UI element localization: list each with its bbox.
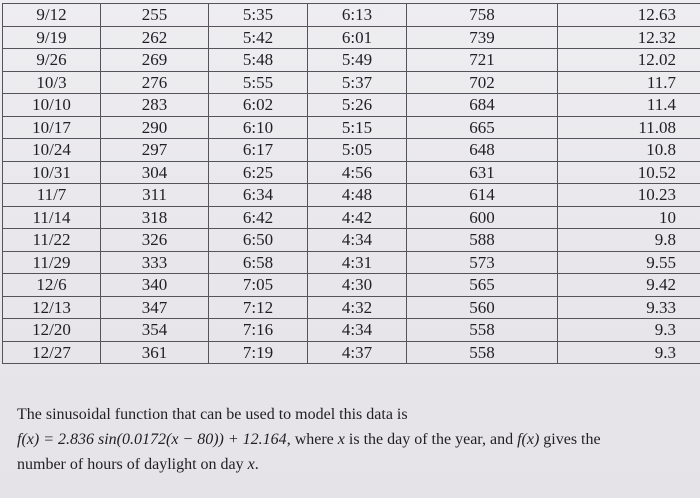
cell-day-number: 340 bbox=[101, 274, 209, 297]
cell-day-number: 354 bbox=[101, 319, 209, 342]
table-row bbox=[3, 94, 700, 117]
cell-sunset: 5:26 bbox=[308, 94, 407, 117]
cell-date: 12/27 bbox=[3, 341, 101, 364]
cell-day-number: 290 bbox=[101, 116, 209, 139]
cell-day-number: 304 bbox=[101, 161, 209, 184]
cell-daylight-hours: 9.3 bbox=[558, 319, 700, 342]
cell-date: 11/22 bbox=[3, 229, 101, 252]
cell-sunset: 5:15 bbox=[308, 116, 407, 139]
cell-daylight-minutes: 614 bbox=[407, 184, 558, 207]
cell-daylight-minutes: 758 bbox=[407, 4, 558, 27]
caption-text-gives: gives the bbox=[539, 431, 601, 448]
cell-sunrise: 6:58 bbox=[209, 251, 308, 274]
cell-day-number: 311 bbox=[101, 184, 209, 207]
cell-sunset: 4:32 bbox=[308, 296, 407, 319]
cell-sunset: 4:56 bbox=[308, 161, 407, 184]
cell-date: 9/26 bbox=[3, 49, 101, 72]
cell-daylight-minutes: 631 bbox=[407, 161, 558, 184]
cell-sunrise: 6:17 bbox=[209, 139, 308, 162]
cell-sunrise: 7:05 bbox=[209, 274, 308, 297]
model-caption bbox=[17, 402, 687, 477]
cell-date: 10/10 bbox=[3, 94, 101, 117]
cell-sunset: 5:49 bbox=[308, 49, 407, 72]
cell-daylight-hours: 9.3 bbox=[558, 341, 700, 364]
cell-daylight-hours: 9.42 bbox=[558, 274, 700, 297]
cell-daylight-minutes: 648 bbox=[407, 139, 558, 162]
cell-daylight-minutes: 560 bbox=[407, 296, 558, 319]
cell-sunset: 6:13 bbox=[308, 4, 407, 27]
table-row bbox=[3, 116, 700, 139]
cell-daylight-minutes: 721 bbox=[407, 49, 558, 72]
cell-daylight-hours: 12.63 bbox=[558, 4, 700, 27]
cell-day-number: 269 bbox=[101, 49, 209, 72]
cell-sunset: 6:01 bbox=[308, 26, 407, 49]
caption-line-3 bbox=[17, 452, 687, 477]
cell-daylight-minutes: 558 bbox=[407, 319, 558, 342]
cell-date: 11/14 bbox=[3, 206, 101, 229]
caption-text-day-of-year: is the day of the year, and bbox=[344, 431, 518, 448]
cell-day-number: 361 bbox=[101, 341, 209, 364]
cell-day-number: 276 bbox=[101, 71, 209, 94]
cell-sunset: 4:34 bbox=[308, 319, 407, 342]
sinusoidal-formula: f(x) = 2.836 sin(0.0172(x − 80)) + 12.164 bbox=[17, 431, 287, 448]
cell-sunrise: 5:42 bbox=[209, 26, 308, 49]
cell-sunrise: 7:12 bbox=[209, 296, 308, 319]
cell-daylight-hours: 10 bbox=[558, 206, 700, 229]
table-row bbox=[3, 184, 700, 207]
caption-line-2 bbox=[17, 427, 687, 452]
cell-date: 10/31 bbox=[3, 161, 101, 184]
table-row bbox=[3, 229, 700, 252]
cell-day-number: 297 bbox=[101, 139, 209, 162]
cell-day-number: 318 bbox=[101, 206, 209, 229]
cell-daylight-hours: 10.52 bbox=[558, 161, 700, 184]
cell-daylight-hours: 11.7 bbox=[558, 71, 700, 94]
cell-sunrise: 6:25 bbox=[209, 161, 308, 184]
cell-sunset: 4:31 bbox=[308, 251, 407, 274]
cell-daylight-hours: 10.23 bbox=[558, 184, 700, 207]
cell-daylight-minutes: 739 bbox=[407, 26, 558, 49]
cell-daylight-minutes: 573 bbox=[407, 251, 558, 274]
cell-daylight-hours: 10.8 bbox=[558, 139, 700, 162]
cell-date: 9/19 bbox=[3, 26, 101, 49]
cell-sunrise: 6:50 bbox=[209, 229, 308, 252]
table-row bbox=[3, 296, 700, 319]
cell-daylight-hours: 11.4 bbox=[558, 94, 700, 117]
cell-sunrise: 7:19 bbox=[209, 341, 308, 364]
cell-daylight-hours: 12.32 bbox=[558, 26, 700, 49]
cell-sunrise: 6:34 bbox=[209, 184, 308, 207]
caption-text-hours: number of hours of daylight on day bbox=[17, 456, 248, 473]
cell-daylight-hours: 9.8 bbox=[558, 229, 700, 252]
cell-sunrise: 6:02 bbox=[209, 94, 308, 117]
cell-sunset: 5:05 bbox=[308, 139, 407, 162]
cell-date: 10/3 bbox=[3, 71, 101, 94]
cell-date: 12/13 bbox=[3, 296, 101, 319]
cell-day-number: 262 bbox=[101, 26, 209, 49]
cell-day-number: 347 bbox=[101, 296, 209, 319]
table-row bbox=[3, 206, 700, 229]
cell-sunset: 4:34 bbox=[308, 229, 407, 252]
table-row bbox=[3, 26, 700, 49]
cell-sunrise: 6:10 bbox=[209, 116, 308, 139]
table-row bbox=[3, 251, 700, 274]
table-body bbox=[3, 4, 700, 364]
cell-daylight-minutes: 565 bbox=[407, 274, 558, 297]
cell-daylight-hours: 9.33 bbox=[558, 296, 700, 319]
caption-line-1: The sinusoidal function that can be used to model this data is bbox=[17, 406, 408, 423]
table-row bbox=[3, 341, 700, 364]
daylight-data-table bbox=[2, 3, 700, 364]
cell-daylight-minutes: 702 bbox=[407, 71, 558, 94]
cell-sunrise: 5:55 bbox=[209, 71, 308, 94]
cell-date: 11/29 bbox=[3, 251, 101, 274]
cell-sunset: 4:48 bbox=[308, 184, 407, 207]
caption-text-where: , where bbox=[286, 431, 338, 448]
cell-daylight-minutes: 558 bbox=[407, 341, 558, 364]
table-row bbox=[3, 139, 700, 162]
cell-sunrise: 6:42 bbox=[209, 206, 308, 229]
cell-sunset: 4:42 bbox=[308, 206, 407, 229]
cell-date: 11/7 bbox=[3, 184, 101, 207]
table-row bbox=[3, 161, 700, 184]
cell-sunrise: 5:35 bbox=[209, 4, 308, 27]
cell-day-number: 283 bbox=[101, 94, 209, 117]
table-row bbox=[3, 71, 700, 94]
cell-date: 10/17 bbox=[3, 116, 101, 139]
cell-daylight-hours: 11.08 bbox=[558, 116, 700, 139]
variable-fx: f(x) bbox=[517, 431, 540, 448]
table-row bbox=[3, 49, 700, 72]
cell-daylight-minutes: 684 bbox=[407, 94, 558, 117]
cell-sunset: 4:37 bbox=[308, 341, 407, 364]
cell-sunrise: 5:48 bbox=[209, 49, 308, 72]
variable-x-2: x bbox=[247, 456, 255, 473]
cell-daylight-minutes: 665 bbox=[407, 116, 558, 139]
cell-sunrise: 7:16 bbox=[209, 319, 308, 342]
cell-sunset: 5:37 bbox=[308, 71, 407, 94]
cell-daylight-minutes: 588 bbox=[407, 229, 558, 252]
cell-daylight-hours: 12.02 bbox=[558, 49, 700, 72]
cell-day-number: 255 bbox=[101, 4, 209, 27]
variable-x: x bbox=[337, 431, 345, 448]
caption-text-period: . bbox=[254, 456, 259, 473]
cell-daylight-minutes: 600 bbox=[407, 206, 558, 229]
cell-day-number: 326 bbox=[101, 229, 209, 252]
cell-daylight-hours: 9.55 bbox=[558, 251, 700, 274]
cell-date: 12/20 bbox=[3, 319, 101, 342]
cell-date: 9/12 bbox=[3, 4, 101, 27]
table-row bbox=[3, 319, 700, 342]
cell-day-number: 333 bbox=[101, 251, 209, 274]
cell-date: 12/6 bbox=[3, 274, 101, 297]
cell-sunset: 4:30 bbox=[308, 274, 407, 297]
table-row bbox=[3, 274, 700, 297]
table-row bbox=[3, 4, 700, 27]
cell-date: 10/24 bbox=[3, 139, 101, 162]
